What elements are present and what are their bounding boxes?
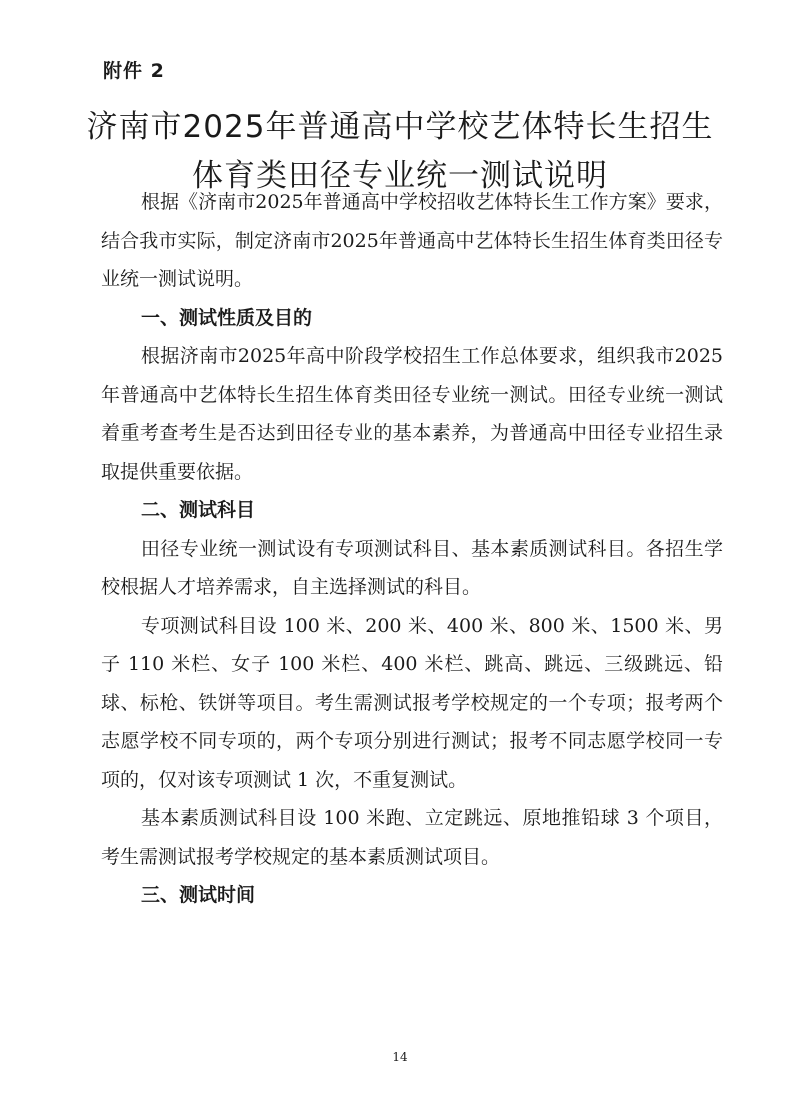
attachment-label: 附件 2 xyxy=(103,60,165,82)
paragraph-basic-quality: 基本素质测试科目设 100 米跑、立定跳远、原地推铅球 3 个项目，考生需测试报考学校规定的基本素质测试项目。 xyxy=(101,807,723,868)
paragraph-purpose: 根据济南市2025年高中阶段学校招生工作总体要求，组织我市2025年普通高中艺体特长生招生体育类田径专业统一测试。田径专业统一测试着重考查考生是否达到田径专业的基本素养，为普通高中田径专业招生录取提供重要依据。 xyxy=(101,345,723,483)
paragraph-subjects-overview: 田径专业统一测试设有专项测试科目、基本素质测试科目。各招生学校根据人才培养需求，自主选择测试的科目。 xyxy=(101,537,723,598)
page-number: 14 xyxy=(392,1050,408,1064)
section-heading-purpose: 一、测试性质及目的 xyxy=(141,306,313,329)
intro-paragraph: 根据《济南市2025年普通高中学校招收艺体特长生工作方案》要求，结合我市实际，制定济南市2025年普通高中艺体特长生招生体育类田径专业统一测试说明。 xyxy=(101,191,723,290)
section-heading-test-time: 三、测试时间 xyxy=(141,884,256,906)
section-heading-subjects: 二、测试科目 xyxy=(141,499,256,521)
document-title-line-2: 体育类田径专业统一测试说明 xyxy=(192,158,608,194)
paragraph-special-events: 专项测试科目设 100 米、200 米、400 米、800 米、1500 米、男子 110 米栏、女子 100 米栏、400 米栏、跳高、跳远、三级跳远、铅球、标枪、铁饼等项目。考生需测试报考学校规定的一个专项；报考两个志愿学校不同专项的，两个专项分别进行测试；报考不同志愿学校同一专项的，仅对该专项测试 1 次，不重复测试。 xyxy=(101,614,723,791)
document-title-line-1: 济南市2025年普通高中学校艺体特长生招生 xyxy=(86,109,714,145)
document-body xyxy=(101,183,723,915)
